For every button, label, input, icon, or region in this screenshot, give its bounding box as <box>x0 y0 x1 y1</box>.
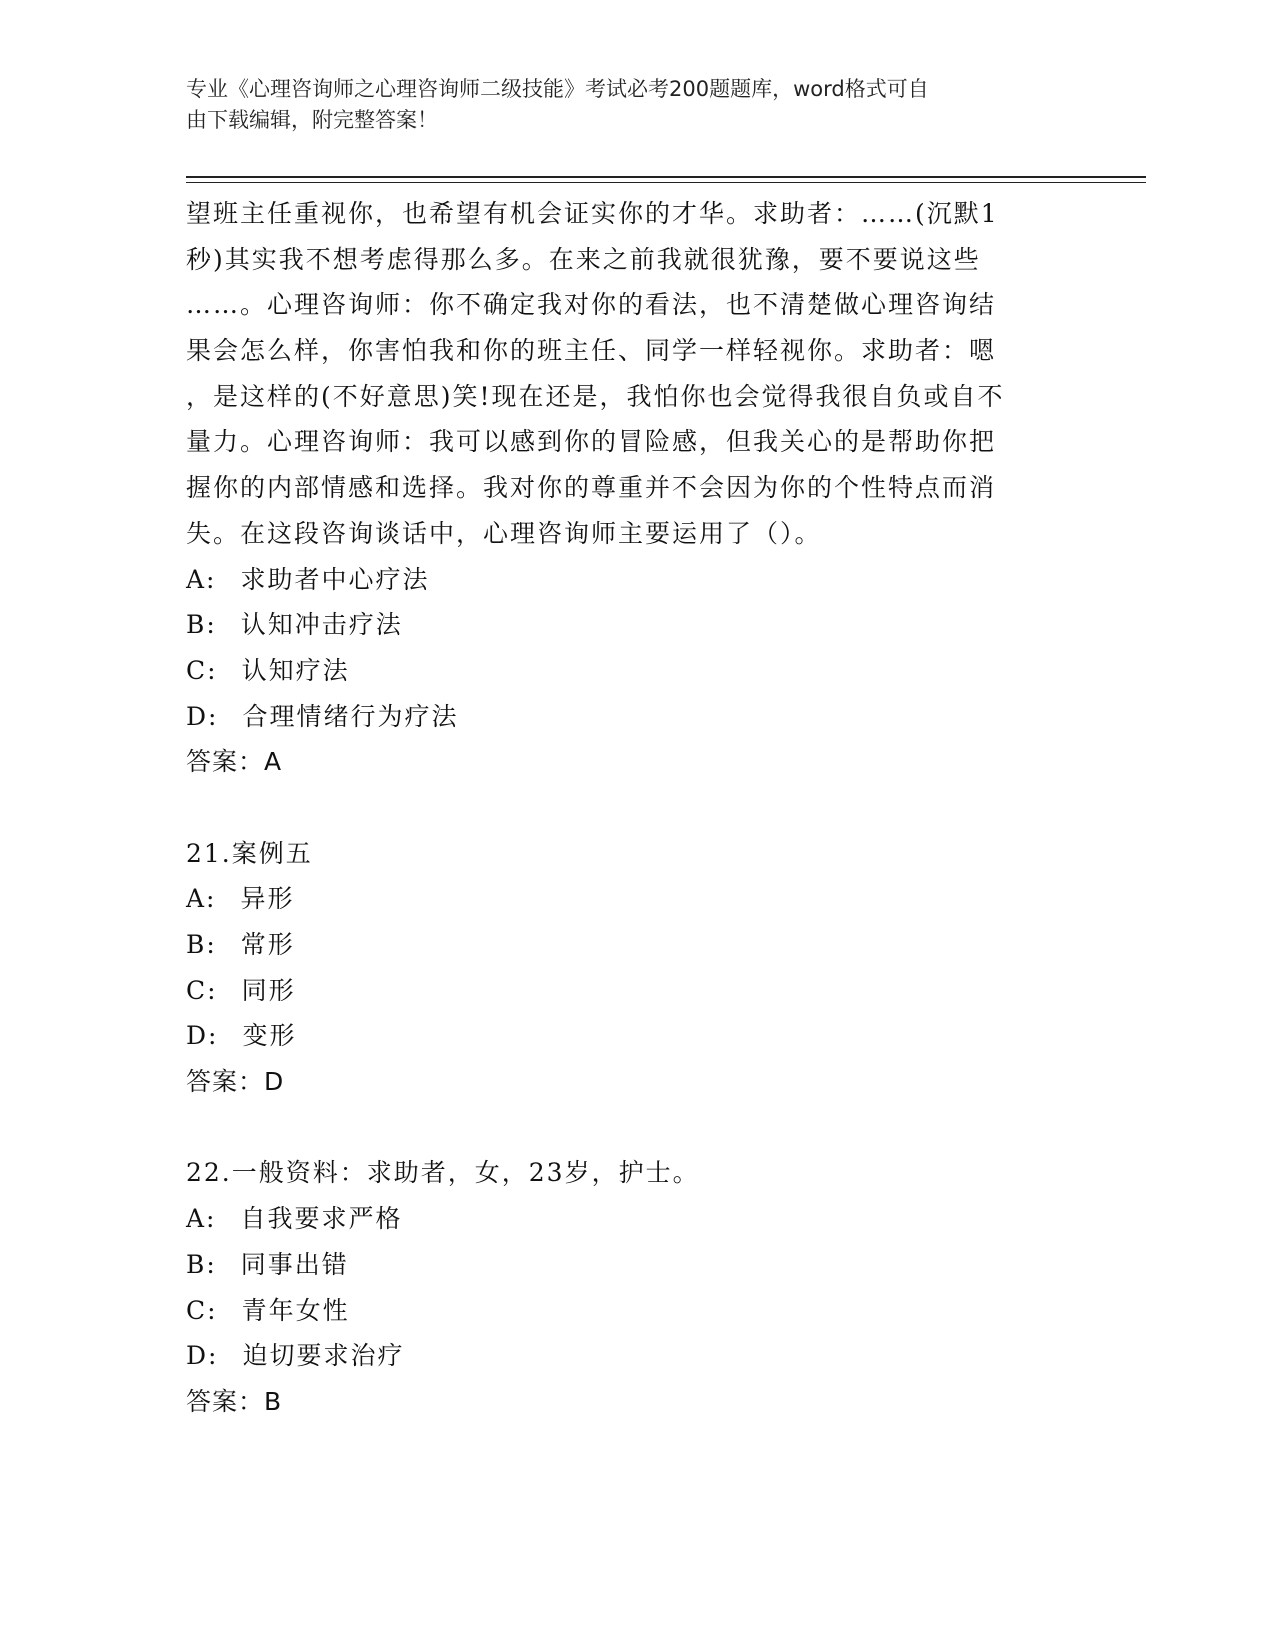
question-stem-line: ……。心理咨询师：你不确定我对你的看法，也不清楚做心理咨询结 <box>186 290 997 320</box>
option-letter: C: <box>186 975 218 1005</box>
option-text: 迫切要求治疗 <box>242 1341 405 1371</box>
option-letter: D: <box>186 1021 219 1051</box>
answer-line: 答案：B <box>186 1386 283 1416</box>
option-text: 青年女性 <box>241 1295 350 1325</box>
option-c <box>186 1288 1086 1334</box>
option-letter: D: <box>186 1341 219 1371</box>
option-text: 常形 <box>240 930 295 959</box>
option-letter: A: <box>186 564 217 594</box>
question-21 <box>186 831 1086 1105</box>
option-d <box>186 1333 1086 1379</box>
option-letter: A: <box>186 1204 217 1234</box>
option-letter: B: <box>186 610 217 640</box>
option-text: 异形 <box>240 884 295 914</box>
option-c <box>186 648 1086 694</box>
question-stem-line: 握你的内部情感和选择。我对你的尊重并不会因为你的个性特点而消 <box>186 473 997 503</box>
option-b <box>186 1242 1086 1288</box>
question-22 <box>186 1150 1086 1424</box>
question-stem-line: 望班主任重视你，也希望有机会证实你的才华。求助者：……(沉默1 <box>186 199 999 228</box>
option-text: 变形 <box>242 1021 297 1051</box>
option-d <box>186 1013 1086 1059</box>
option-letter: B: <box>186 930 217 959</box>
option-letter: C: <box>186 655 218 685</box>
spacer <box>186 1105 1086 1151</box>
option-a <box>186 876 1086 922</box>
option-b <box>186 922 1086 968</box>
question-stem-line: 秒)其实我不想考虑得那么多。在来之前我就很犹豫，要不要说这些 <box>186 244 981 274</box>
option-text: 认知冲击疗法 <box>240 610 403 640</box>
option-d <box>186 694 1086 740</box>
header-divider-thick <box>186 176 1146 178</box>
document-header <box>186 74 1066 136</box>
header-divider-thin <box>186 182 1146 183</box>
option-c <box>186 968 1086 1014</box>
option-text: 合理情绪行为疗法 <box>242 701 459 731</box>
question-stem-line: 失。在这段咨询谈话中，心理咨询师主要运用了（）。 <box>186 518 822 548</box>
header-line-1: 专业《心理咨询师之心理咨询师二级技能》考试必考200题题库，word格式可自 <box>186 77 929 101</box>
option-text: 同形 <box>241 975 296 1005</box>
answer-line: 答案：A <box>186 747 283 777</box>
option-letter: C: <box>186 1295 218 1325</box>
option-b <box>186 602 1086 648</box>
question-stem-line: ，是这样的(不好意思)笑!现在还是，我怕你也会觉得我很自负或自不 <box>186 381 1005 411</box>
question-stem: 21.案例五 <box>186 838 313 868</box>
answer-line: 答案：D <box>186 1067 285 1097</box>
question-content <box>186 191 1086 1425</box>
question-stem: 22.一般资料：求助者，女，23岁，护士。 <box>186 1158 700 1188</box>
option-text: 同事出错 <box>240 1249 349 1279</box>
option-letter: D: <box>186 701 219 731</box>
option-letter: A: <box>186 884 217 914</box>
question-stem-line: 量力。心理咨询师：我可以感到你的冒险感，但我关心的是帮助你把 <box>186 427 997 457</box>
option-text: 求助者中心疗法 <box>240 564 430 594</box>
option-letter: B: <box>186 1249 217 1279</box>
question-stem-line: 果会怎么样，你害怕我和你的班主任、同学一样轻视你。求助者：嗯 <box>186 336 997 366</box>
option-a <box>186 1196 1086 1242</box>
option-text: 认知疗法 <box>241 655 350 685</box>
spacer <box>186 785 1086 831</box>
option-text: 自我要求严格 <box>240 1204 403 1234</box>
option-a <box>186 557 1086 603</box>
header-line-2: 由下载编辑，附完整答案！ <box>186 108 438 132</box>
question-20 <box>186 191 1086 785</box>
